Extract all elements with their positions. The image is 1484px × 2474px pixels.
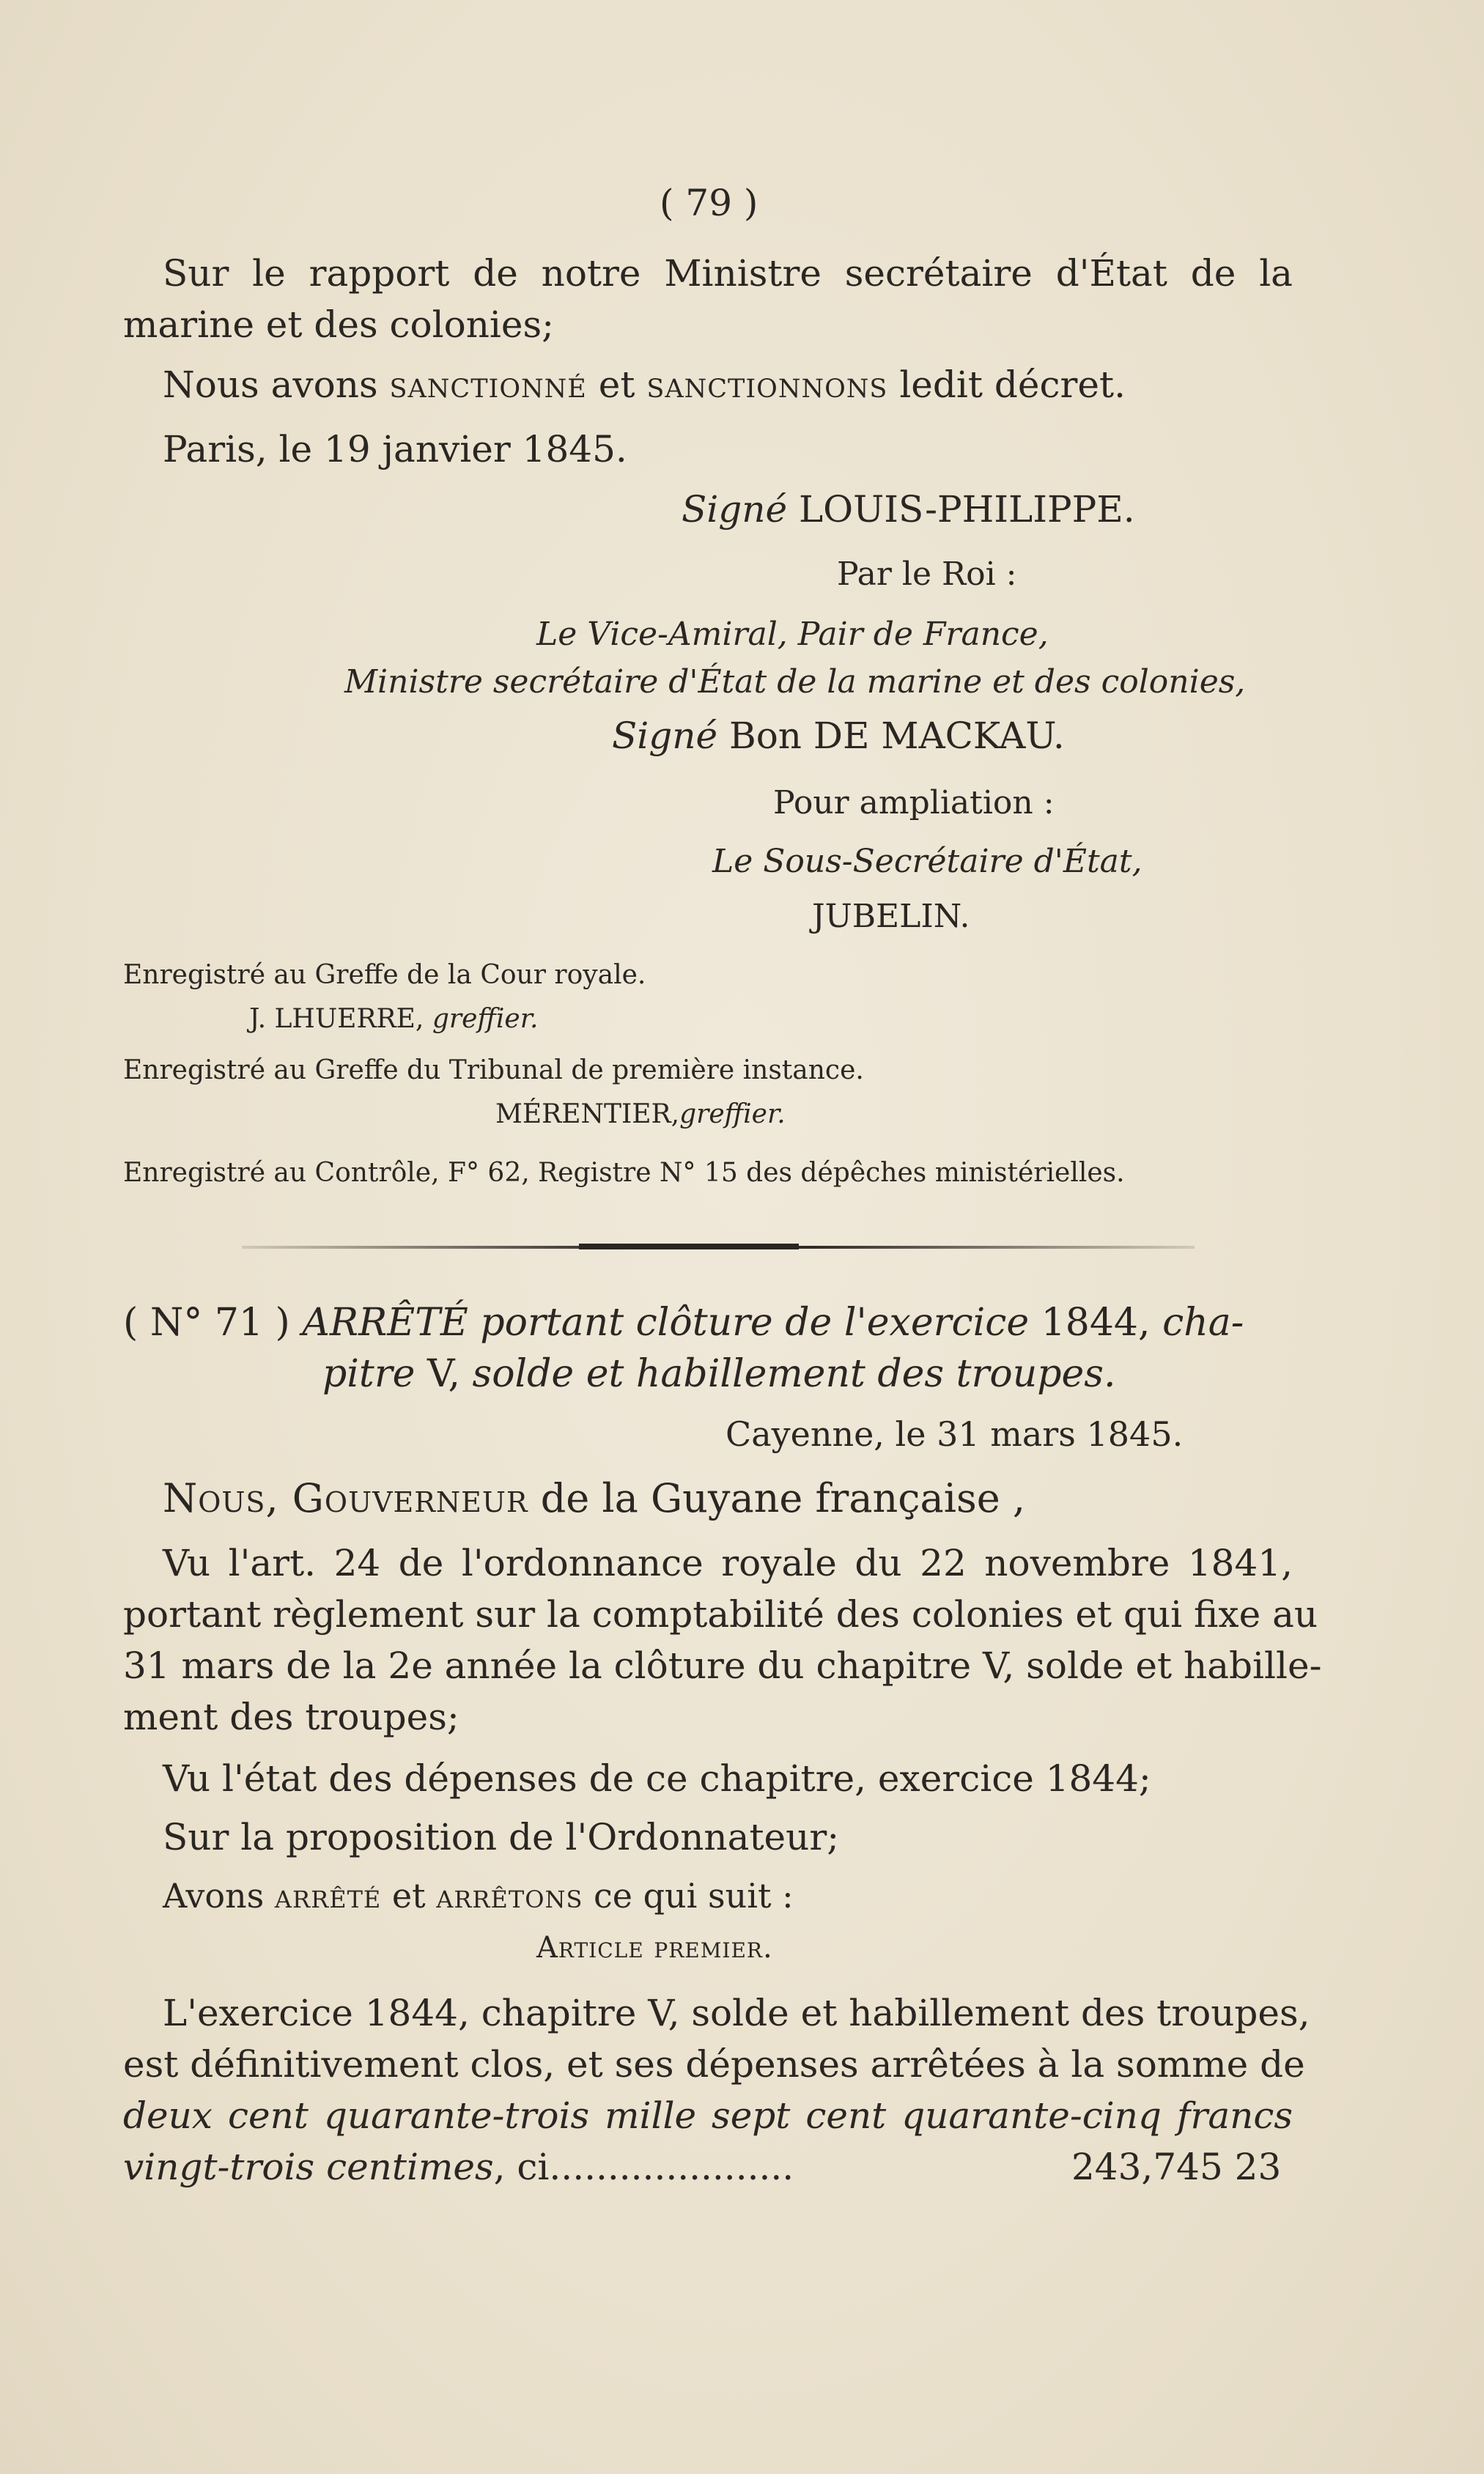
leader-dots: , ci..................... xyxy=(493,2146,794,2188)
text-smallcaps: sanctionné xyxy=(389,363,587,406)
par-le-roi: Par le Roi : xyxy=(837,555,1017,593)
text: et xyxy=(381,1876,437,1916)
text-smallcaps: arrêté xyxy=(274,1876,382,1916)
amount-line xyxy=(123,2141,794,2193)
undersecretary-title: Le Sous-Secrétaire d'État, xyxy=(712,843,1142,880)
clerk-role: greffier. xyxy=(679,1099,786,1129)
text-smallcaps: sanctionnons xyxy=(646,363,888,406)
arrete-heading-line1 xyxy=(123,1297,1244,1348)
decree-date: Paris, le 19 janvier 1845. xyxy=(163,428,627,470)
paragraph-line: est définitivement clos, et ses dépenses arrêtées à la somme de xyxy=(123,2043,1305,2086)
tribunal-clerk xyxy=(495,1099,786,1129)
arrete-subject: solde et habillement des troupes. xyxy=(472,1352,1116,1396)
paragraph-line: Vu l'art. 24 de l'ordonnance royale du 22 novembre 1841, xyxy=(163,1542,1293,1584)
section-divider-center xyxy=(579,1244,799,1249)
minister-title-line2: Ministre secrétaire d'État de la marine et des colonies, xyxy=(344,663,1246,701)
text: et xyxy=(586,363,647,406)
arrete-formula xyxy=(163,1870,794,1921)
paragraph-line: ment des troupes; xyxy=(123,1696,459,1738)
text: Nous avons xyxy=(163,363,390,406)
registration-control: Enregistré au Contrôle, F° 62, Registre N° 15 des dépêches ministérielles. xyxy=(123,1158,1125,1188)
arrete-year: 1844, xyxy=(1041,1301,1151,1345)
text-smallcaps: arrêtons xyxy=(436,1876,583,1916)
text-italic: vingt-trois centimes xyxy=(123,2146,494,2188)
undersecretary-name: JUBELIN. xyxy=(812,898,970,935)
governor-rest: de la Guyane française , xyxy=(528,1475,1026,1521)
arrete-number: ( N° 71 ) xyxy=(123,1301,290,1345)
king-name: LOUIS-PHILIPPE. xyxy=(798,488,1135,531)
signed-label: Signé xyxy=(682,488,788,531)
court-clerk xyxy=(249,1004,538,1034)
paragraph-line: portant règlement sur la comptabilité des colonies et qui fixe au xyxy=(123,1593,1318,1636)
minister-signature xyxy=(612,714,1065,757)
ampliation: Pour ampliation : xyxy=(773,784,1055,821)
amount-value: 243,745 23 xyxy=(1071,2146,1282,2188)
clerk-name: MÉRENTIER, xyxy=(495,1099,680,1129)
arrete-chapter: V, xyxy=(427,1352,460,1396)
clerk-role: greffier. xyxy=(432,1004,539,1034)
governor-smallcaps: Nous, Gouverneur xyxy=(163,1475,528,1521)
arrete-heading-line2 xyxy=(322,1348,1115,1400)
text: Avons xyxy=(163,1876,275,1916)
governor-line xyxy=(163,1473,1025,1524)
king-signature xyxy=(682,484,1135,535)
paragraph-line: 31 mars de la 2e année la clôture du chapitre V, solde et habille- xyxy=(123,1644,1322,1687)
sanction-paragraph xyxy=(163,359,1126,410)
text: ledit décret. xyxy=(887,363,1126,406)
page-number: ( 79 ) xyxy=(660,182,758,224)
arrete-title: ARRÊTÉ portant clôture de l'exercice xyxy=(302,1301,1030,1345)
paragraph-line: Vu l'état des dépenses de ce chapitre, exercice 1844; xyxy=(163,1757,1151,1800)
registration-tribunal: Enregistré au Greffe du Tribunal de première instance. xyxy=(123,1055,864,1085)
arrete-title-cont: pitre xyxy=(322,1352,416,1396)
registration-court: Enregistré au Greffe de la Cour royale. xyxy=(123,960,646,990)
paragraph-line: deux cent quarante-trois mille sept cent quarante-cinq francs xyxy=(123,2094,1293,2137)
paragraph-line: Sur la proposition de l'Ordonnateur; xyxy=(163,1816,840,1858)
minister-title-line1: Le Vice-Amiral, Pair de France, xyxy=(536,616,1049,653)
minister-name: Bon DE MACKAU. xyxy=(728,714,1065,757)
paragraph-line: Sur le rapport de notre Ministre secrétaire d'État de la xyxy=(163,252,1293,295)
text: ce qui suit : xyxy=(583,1876,794,1916)
arrete-place-date: Cayenne, le 31 mars 1845. xyxy=(726,1414,1184,1454)
paragraph-line: L'exercice 1844, chapitre V, solde et habillement des troupes, xyxy=(163,1992,1310,2034)
article-heading: Article premier. xyxy=(536,1931,773,1965)
paragraph-line: marine et des colonies; xyxy=(123,303,555,346)
clerk-name: J. LHUERRE, xyxy=(249,1004,424,1034)
signed-label: Signé xyxy=(612,714,718,757)
arrete-title-end: cha- xyxy=(1162,1301,1244,1345)
